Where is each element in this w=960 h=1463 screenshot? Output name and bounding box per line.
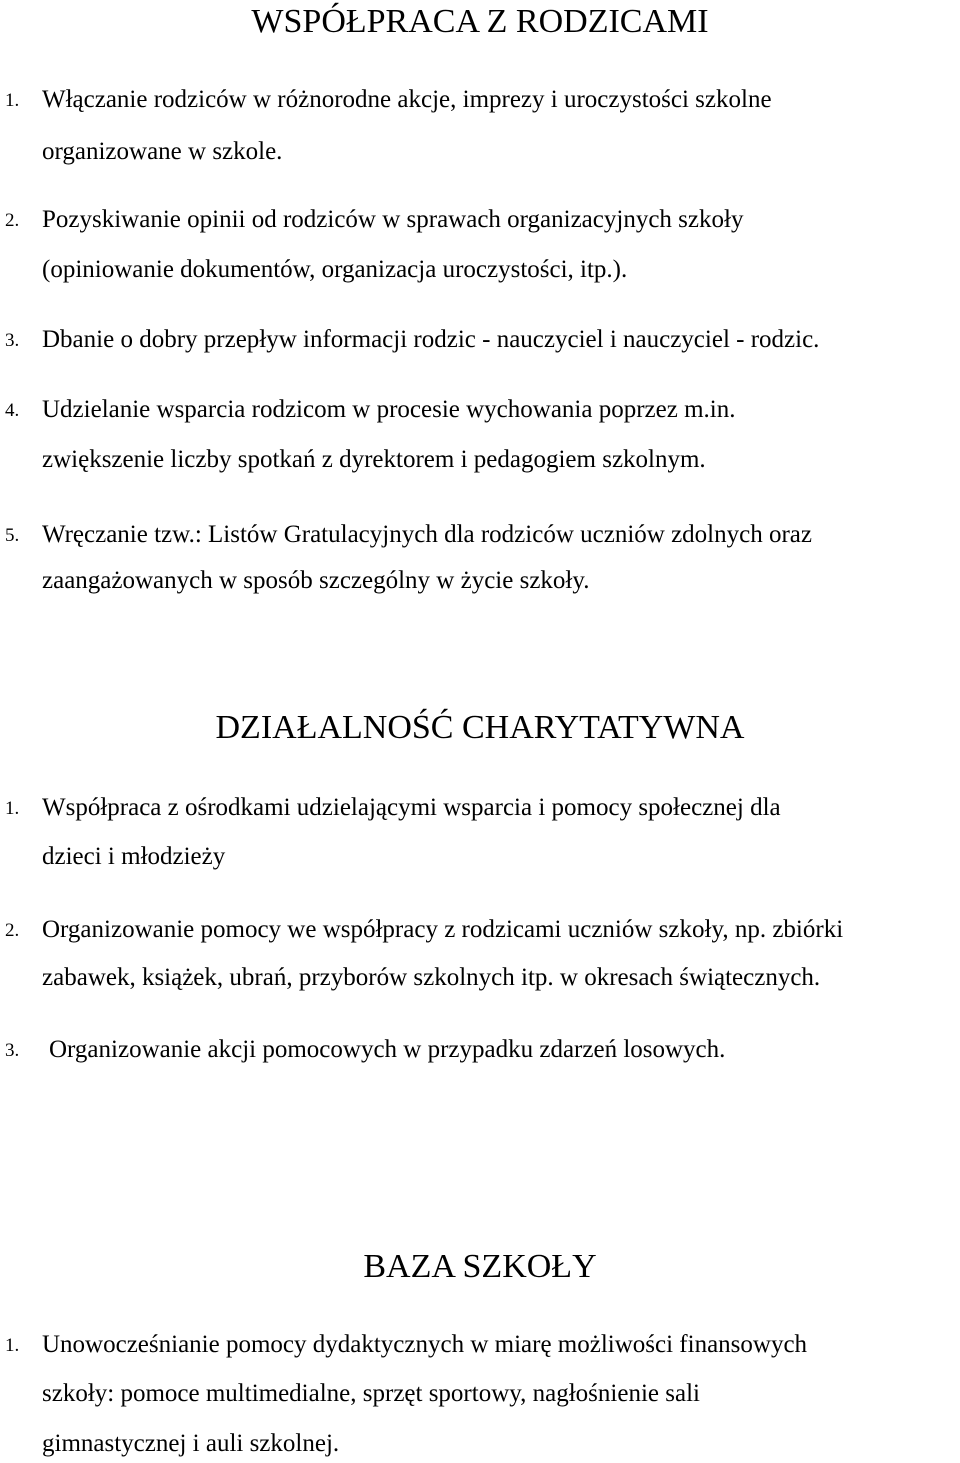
list-item-number: 2. [5,920,20,941]
section-heading-wspolpraca: WSPÓŁPRACA Z RODZICAMI [251,3,709,40]
list-item-text: Włączanie rodziców w różnorodne akcje, imprezy i uroczystości szkolne [42,86,772,113]
list-item-text: (opiniowanie dokumentów, organizacja uroczystości, itp.). [42,256,628,283]
list-item-text: Dbanie o dobry przepływ informacji rodzic - nauczyciel i nauczyciel - rodzic. [42,326,820,353]
list-item-number: 3. [5,330,20,351]
list-item-text: Wręczanie tzw.: Listów Gratulacyjnych dla rodziców uczniów zdolnych oraz [42,521,812,548]
list-item-number: 1. [5,1335,20,1356]
list-item-text: Pozyskiwanie opinii od rodziców w sprawach organizacyjnych szkoły [42,206,744,233]
list-item-number: 1. [5,90,20,111]
list-item-text: dzieci i młodzieży [42,843,226,870]
list-item-number: 1. [5,798,20,819]
list-item-text: Organizowanie pomocy we współpracy z rodzicami uczniów szkoły, np. zbiórki [42,916,844,943]
section-heading-dzialalnosc: DZIAŁALNOŚĆ CHARYTATYWNA [215,709,745,746]
list-item-number: 4. [5,400,20,421]
list-item-text: szkoły: pomoce multimedialne, sprzęt sportowy, nagłośnienie sali [42,1380,700,1407]
list-item-text: Unowocześnianie pomocy dydaktycznych w miarę możliwości finansowych [42,1331,808,1358]
list-item-text: zabawek, książek, ubrań, przyborów szkolnych itp. w okresach świątecznych. [42,964,821,991]
list-item-text: gimnastycznej i auli szkolnej. [42,1430,340,1457]
list-item-text: Współpraca z ośrodkami udzielającymi wsparcia i pomocy społecznej dla [42,794,781,821]
list-item-text: Udzielanie wsparcia rodzicom w procesie wychowania poprzez m.in. [42,396,736,423]
section-heading-baza: BAZA SZKOŁY [363,1248,597,1285]
list-item-text: Organizowanie akcji pomocowych w przypadku zdarzeń losowych. [49,1036,726,1063]
list-item-text: zwiększenie liczby spotkań z dyrektorem i pedagogiem szkolnym. [42,446,706,473]
list-item-number: 3. [5,1040,20,1061]
list-item-text: zaangażowanych w sposób szczególny w życie szkoły. [42,567,590,594]
list-item-number: 5. [5,525,20,546]
list-item-text: organizowane w szkole. [42,138,283,165]
list-item-number: 2. [5,210,20,231]
